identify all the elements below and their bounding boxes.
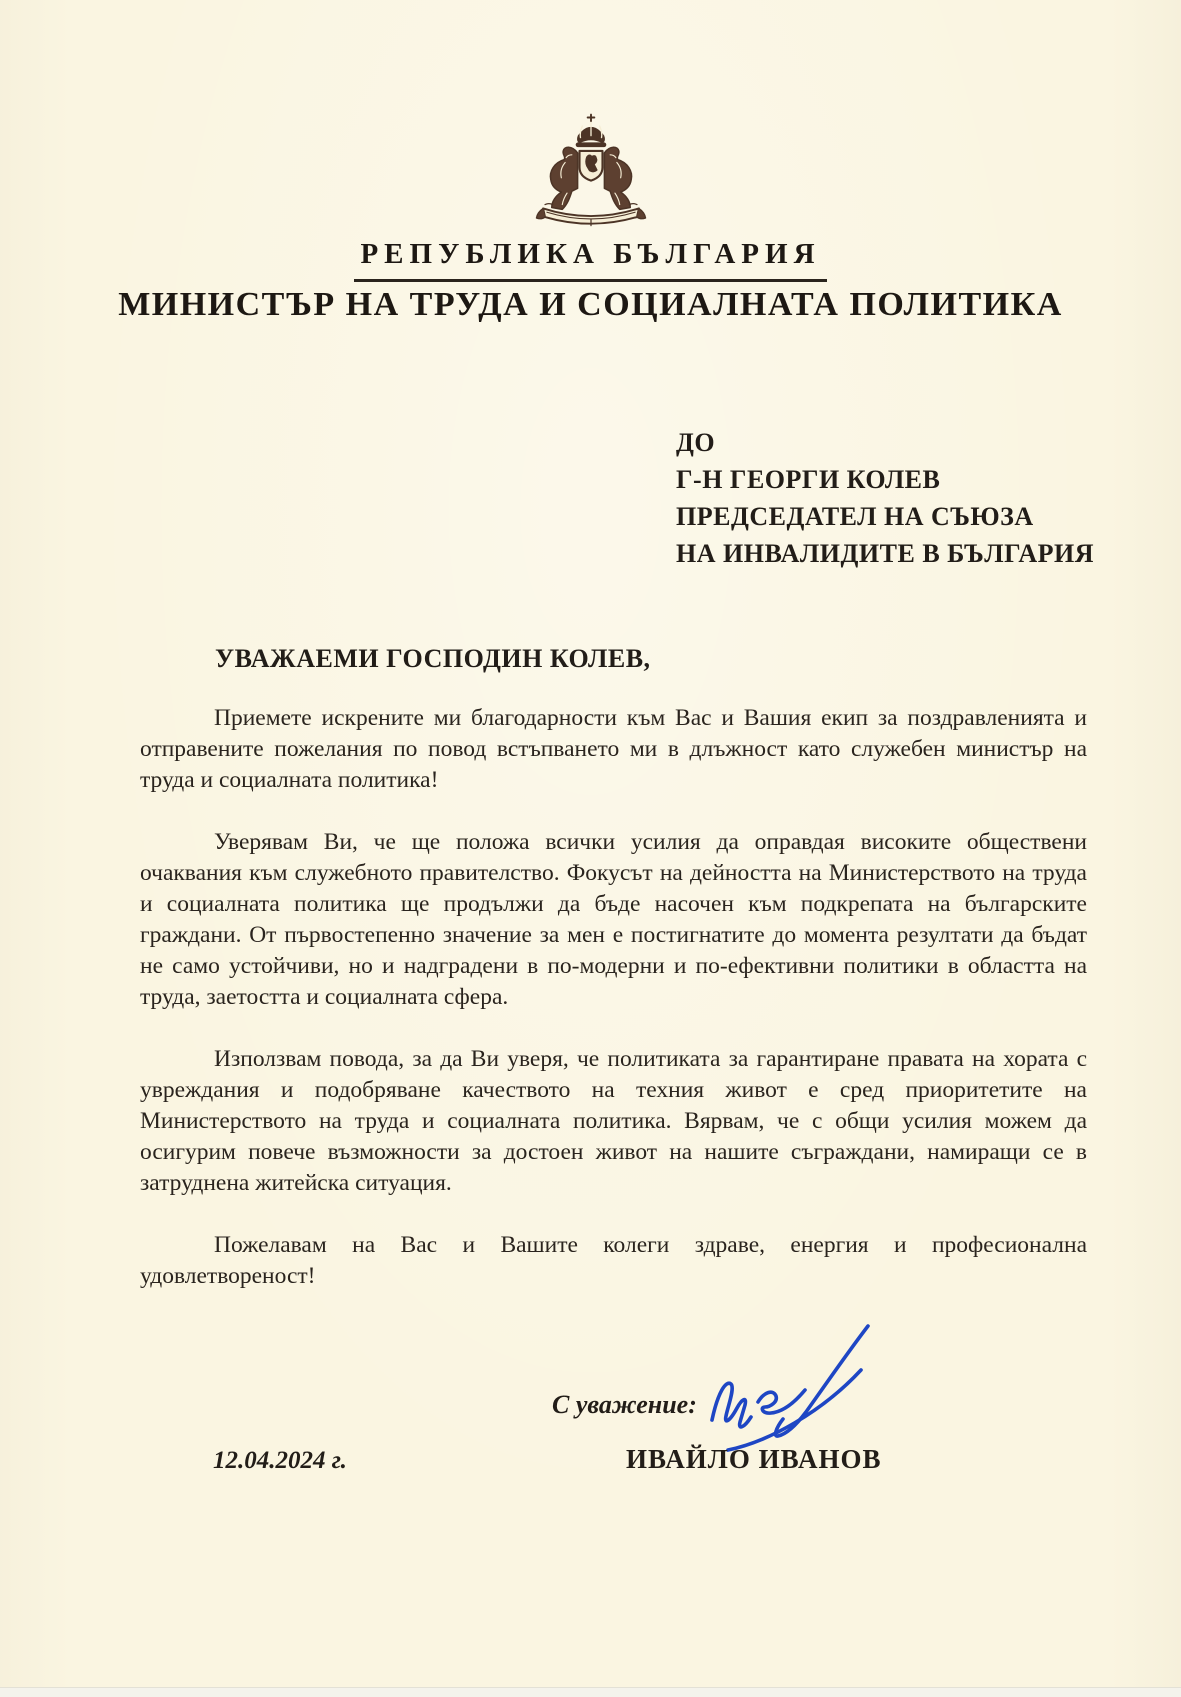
recipient-line: НА ИНВАЛИДИТЕ В БЪЛГАРИЯ [676,539,1094,568]
recipient-line: ДО [676,428,716,457]
handwritten-signature-icon [698,1318,888,1458]
minister-title: МИНИСТЪР НА ТРУДА И СОЦИАЛНАТА ПОЛИТИКА [118,286,1063,323]
signer-name: ИВАЙЛО ИВАНОВ [626,1444,882,1474]
recipient-line: Г-Н ГЕОРГИ КОЛЕВ [676,465,941,494]
paragraph: Уверявам Ви, че ще положа всички усилия да оправдая високите обществени очаквания към служебното правителство. Фокусът на дейността на Министерството на труда и социалната политика ще продължи да бъде насочен към подкрепата на българските граждани. От първостепенно значение за мен е постигнатите до момента резултати да бъдат не само устойчиви, но и надградени в по-модерни и по-ефективни политики в областта на труда, заетостта и социалната сфера. [140,829,1087,1010]
republic-heading [0,238,1181,282]
letter-body [140,703,1087,1323]
closing-salutation: С уважение: [552,1390,697,1419]
paragraph: Използвам повода, за да Ви уверя, че политиката за гарантиране правата на хората с увреждания и подобряване качеството на техния живот е сред приоритетите на Министерството на труда и социалната политика. Вярвам, че с общи усилия можем да осигурим повече възможности за достоен живот на нашите съграждани, намиращи се в затруднена житейска ситуация. [140,1046,1087,1196]
bulgaria-coat-of-arms-icon [524,110,658,236]
salutation: УВАЖАЕМИ ГОСПОДИН КОЛЕВ, [215,644,651,673]
paragraph: Пожелавам на Вас и Вашите колеги здраве, енергия и професионална удовлетвореност! [140,1232,1087,1289]
scan-edge [0,1687,1181,1697]
letter-date: 12.04.2024 г. [213,1447,347,1474]
recipient-block [676,424,1094,572]
republic-heading-text: РЕПУБЛИКА БЪЛГАРИЯ [354,238,826,282]
paragraph: Приемете искрените ми благодарности към Вас и Вашия екип за поздравленията и отправените пожелания по повод встъпването ми в длъжност като служебен министър на труда и социалната политика! [140,705,1087,793]
recipient-line: ПРЕДСЕДАТЕЛ НА СЪЮЗА [676,502,1034,531]
